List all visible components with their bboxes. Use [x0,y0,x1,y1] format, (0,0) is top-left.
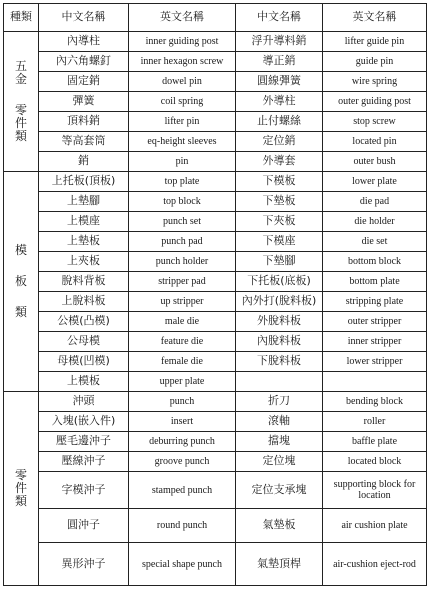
english-name-cell: male die [129,312,236,332]
chinese-name-cell: 下托板(底板) [236,272,323,292]
chinese-name-cell: 下模板 [236,172,323,192]
english-name-cell: inner hexagon screw [129,52,236,72]
english-name-cell: lifter pin [129,112,236,132]
chinese-name-cell: 沖頭 [39,392,129,412]
chinese-name-cell: 外導柱 [236,92,323,112]
table-row [4,72,427,92]
english-name-cell: top block [129,192,236,212]
table-row [4,509,427,543]
table-row [4,112,427,132]
chinese-name-cell: 下墊板 [236,192,323,212]
category-char: 類 [14,494,27,509]
english-name-cell: inner guiding post [129,32,236,52]
english-name-cell: die holder [323,212,427,232]
chinese-name-cell: 母模(凹模) [39,352,129,372]
english-name-cell: stripping plate [323,292,427,312]
english-name-cell: insert [129,412,236,432]
chinese-name-cell: 下模座 [236,232,323,252]
header-chinese-name-2: 中文名稱 [236,4,323,32]
chinese-name-cell: 脫料背板 [39,272,129,292]
chinese-name-cell: 定位支承塊 [236,472,323,509]
chinese-name-cell: 壓毛邊沖子 [39,432,129,452]
english-name-cell: die pad [323,192,427,212]
chinese-name-cell: 導正銷 [236,52,323,72]
table-row [4,252,427,272]
category-spacer [6,257,36,275]
chinese-name-cell: 入塊(嵌入件) [39,412,129,432]
category-spacer [6,288,36,306]
table-row [4,372,427,392]
table-row [4,432,427,452]
category-char: 板 [14,273,27,288]
category-char: 五 [14,58,27,73]
english-name-cell: outer stripper [323,312,427,332]
chinese-name-cell: 圓沖子 [39,509,129,543]
english-name-cell: top plate [129,172,236,192]
chinese-name-cell [236,372,323,392]
chinese-name-cell: 下脫料板 [236,352,323,372]
header-english-name-2: 英文名稱 [323,4,427,32]
english-name-cell: outer bush [323,152,427,172]
table-row [4,332,427,352]
chinese-name-cell: 等高套筒 [39,132,129,152]
english-name-cell: lower stripper [323,352,427,372]
chinese-name-cell: 內六角螺釘 [39,52,129,72]
table-row [4,452,427,472]
english-name-cell: eq-height sleeves [129,132,236,152]
category-char: 零 [14,467,27,482]
chinese-name-cell: 擋塊 [236,432,323,452]
chinese-name-cell: 定位銷 [236,132,323,152]
table-row [4,212,427,232]
english-name-cell: die set [323,232,427,252]
english-name-cell: deburring punch [129,432,236,452]
english-name-cell: feature die [129,332,236,352]
chinese-name-cell: 外導套 [236,152,323,172]
header-english-name-1: 英文名稱 [129,4,236,32]
chinese-name-cell: 內脫料板 [236,332,323,352]
chinese-name-cell: 固定銷 [39,72,129,92]
chinese-name-cell: 字模沖子 [39,472,129,509]
chinese-name-cell: 上模板 [39,372,129,392]
english-name-cell: lower plate [323,172,427,192]
english-name-cell: stop screw [323,112,427,132]
table-row [4,292,427,312]
english-name-cell: baffle plate [323,432,427,452]
english-name-cell: bending block [323,392,427,412]
chinese-name-cell: 氣墊頂桿 [236,543,323,586]
english-name-cell: stripper pad [129,272,236,292]
english-name-cell: punch holder [129,252,236,272]
english-name-cell: lifter guide pin [323,32,427,52]
english-name-cell: bottom plate [323,272,427,292]
chinese-name-cell: 上墊板 [39,232,129,252]
header-chinese-name-1: 中文名稱 [39,4,129,32]
english-name-cell: air-cushion eject-rod [323,543,427,586]
header-category: 種類 [4,4,39,32]
english-name-cell: dowel pin [129,72,236,92]
category-char: 金 [14,71,27,86]
chinese-name-cell: 上模座 [39,212,129,232]
english-name-cell: groove punch [129,452,236,472]
table-row [4,52,427,72]
table-body [4,32,427,586]
category-char: 類 [14,129,27,144]
english-name-cell: inner stripper [323,332,427,352]
english-name-cell: up stripper [129,292,236,312]
chinese-name-cell: 內外打(脫料板) [236,292,323,312]
english-name-cell: bottom block [323,252,427,272]
chinese-name-cell: 頂料銷 [39,112,129,132]
english-name-cell: wire spring [323,72,427,92]
category-cell [4,392,39,586]
table-row [4,312,427,332]
chinese-name-cell: 銷 [39,152,129,172]
category-char: 模 [14,242,27,257]
chinese-name-cell: 下墊腳 [236,252,323,272]
english-name-cell: pin [129,152,236,172]
chinese-name-cell: 圓線彈簧 [236,72,323,92]
header-row [4,4,427,32]
chinese-name-cell: 內導柱 [39,32,129,52]
chinese-name-cell: 滾軸 [236,412,323,432]
table-row [4,152,427,172]
english-name-cell: special shape punch [129,543,236,586]
table-row [4,32,427,52]
english-name-cell: supporting block for location [323,472,427,509]
table-row [4,272,427,292]
chinese-name-cell: 異形沖子 [39,543,129,586]
chinese-name-cell: 外脫料板 [236,312,323,332]
table-row [4,543,427,586]
table-row [4,392,427,412]
category-cell [4,172,39,392]
english-name-cell: roller [323,412,427,432]
table-row [4,132,427,152]
chinese-name-cell: 彈簧 [39,92,129,112]
english-name-cell: stamped punch [129,472,236,509]
english-name-cell: female die [129,352,236,372]
table-row [4,412,427,432]
chinese-name-cell: 上夾板 [39,252,129,272]
chinese-name-cell: 止付螺絲 [236,112,323,132]
chinese-name-cell: 氣墊板 [236,509,323,543]
chinese-name-cell: 上墊腳 [39,192,129,212]
category-spacer [6,86,36,104]
english-name-cell: punch set [129,212,236,232]
parts-glossary-table [3,3,427,586]
english-name-cell: punch pad [129,232,236,252]
english-name-cell: located block [323,452,427,472]
category-char: 類 [14,305,27,320]
english-name-cell [323,372,427,392]
chinese-name-cell: 上脫料板 [39,292,129,312]
english-name-cell: coil spring [129,92,236,112]
chinese-name-cell: 折刀 [236,392,323,412]
english-name-cell: located pin [323,132,427,152]
chinese-name-cell: 壓線沖子 [39,452,129,472]
category-cell [4,32,39,172]
category-char: 件 [14,480,27,495]
chinese-name-cell: 浮升導料銷 [236,32,323,52]
chinese-name-cell: 公母模 [39,332,129,352]
chinese-name-cell: 公模(凸模) [39,312,129,332]
chinese-name-cell: 上托板(頂板) [39,172,129,192]
english-name-cell: round punch [129,509,236,543]
english-name-cell: punch [129,392,236,412]
chinese-name-cell: 下夾板 [236,212,323,232]
table-row [4,232,427,252]
table-row [4,472,427,509]
table-row [4,172,427,192]
english-name-cell: guide pin [323,52,427,72]
chinese-name-cell: 定位塊 [236,452,323,472]
category-char: 零 [14,102,27,117]
english-name-cell: upper plate [129,372,236,392]
english-name-cell: air cushion plate [323,509,427,543]
english-name-cell: outer guiding post [323,92,427,112]
table-row [4,92,427,112]
table-row [4,352,427,372]
category-char: 件 [14,116,27,131]
table-row [4,192,427,212]
